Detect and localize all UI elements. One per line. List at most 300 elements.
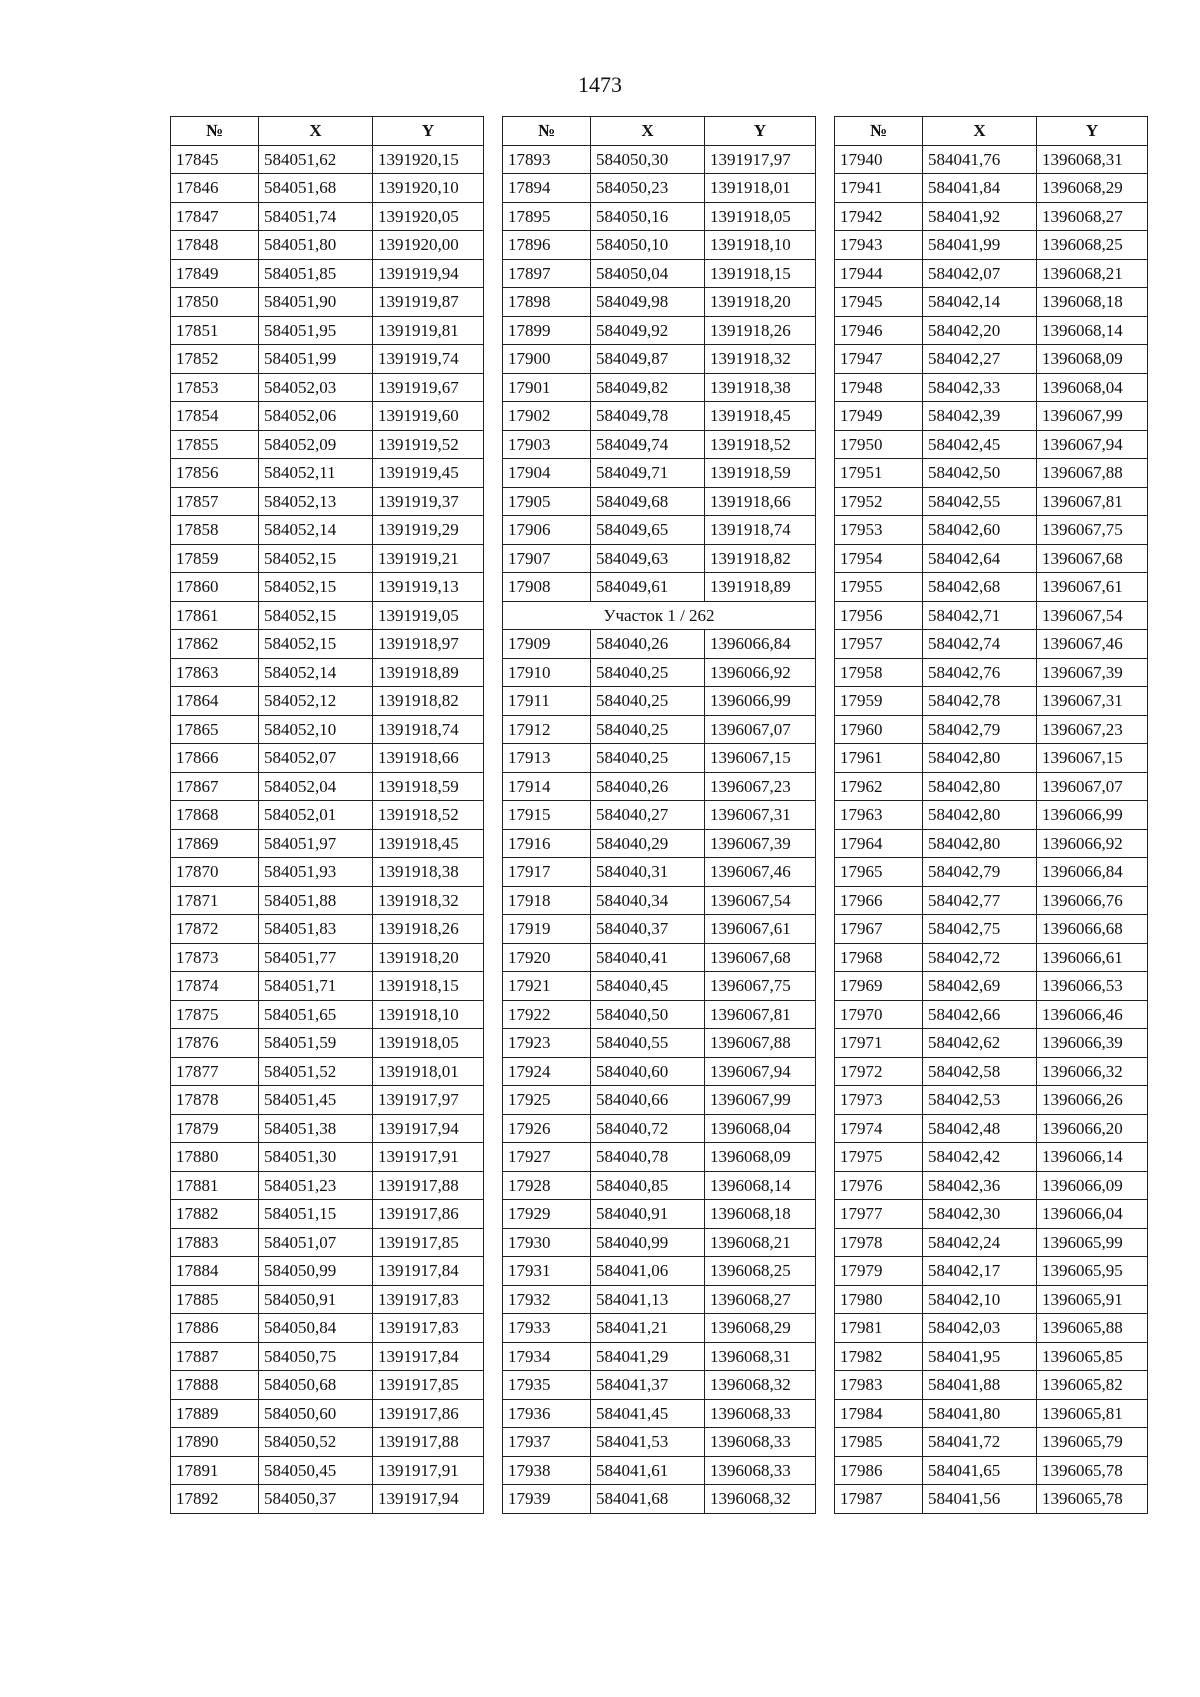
cell-x: 584051,93 bbox=[259, 858, 373, 887]
table-row bbox=[503, 858, 816, 887]
header-number: № bbox=[503, 117, 591, 146]
table-row bbox=[835, 1371, 1148, 1400]
cell-x: 584040,50 bbox=[591, 1000, 705, 1029]
table-row bbox=[171, 231, 484, 260]
cell-y: 1391918,26 bbox=[373, 915, 484, 944]
cell-y: 1396065,88 bbox=[1037, 1314, 1148, 1343]
cell-y: 1391918,38 bbox=[705, 373, 816, 402]
table-row bbox=[171, 1000, 484, 1029]
cell-x: 584040,37 bbox=[591, 915, 705, 944]
cell-number: 17916 bbox=[503, 829, 591, 858]
cell-x: 584042,14 bbox=[923, 288, 1037, 317]
cell-number: 17852 bbox=[171, 345, 259, 374]
cell-x: 584049,92 bbox=[591, 316, 705, 345]
table-row bbox=[503, 1456, 816, 1485]
cell-x: 584049,61 bbox=[591, 573, 705, 602]
table-row bbox=[503, 1000, 816, 1029]
cell-y: 1391918,97 bbox=[373, 630, 484, 659]
table-row bbox=[171, 288, 484, 317]
cell-x: 584040,72 bbox=[591, 1114, 705, 1143]
cell-x: 584042,07 bbox=[923, 259, 1037, 288]
cell-y: 1391918,15 bbox=[373, 972, 484, 1001]
cell-x: 584051,88 bbox=[259, 886, 373, 915]
cell-y: 1391918,74 bbox=[705, 516, 816, 545]
cell-x: 584051,38 bbox=[259, 1114, 373, 1143]
cell-x: 584040,25 bbox=[591, 687, 705, 716]
cell-number: 17877 bbox=[171, 1057, 259, 1086]
cell-number: 17961 bbox=[835, 744, 923, 773]
header-y: Y bbox=[373, 117, 484, 146]
cell-number: 17907 bbox=[503, 544, 591, 573]
cell-x: 584051,97 bbox=[259, 829, 373, 858]
table-row bbox=[171, 430, 484, 459]
cell-number: 17897 bbox=[503, 259, 591, 288]
cell-y: 1396067,46 bbox=[705, 858, 816, 887]
cell-x: 584050,75 bbox=[259, 1342, 373, 1371]
table-row bbox=[503, 1057, 816, 1086]
cell-y: 1396068,18 bbox=[1037, 288, 1148, 317]
table-row bbox=[503, 1171, 816, 1200]
cell-y: 1396065,99 bbox=[1037, 1228, 1148, 1257]
cell-x: 584049,78 bbox=[591, 402, 705, 431]
table-row bbox=[503, 687, 816, 716]
table-row bbox=[171, 145, 484, 174]
cell-number: 17855 bbox=[171, 430, 259, 459]
table-row bbox=[171, 1057, 484, 1086]
cell-x: 584042,30 bbox=[923, 1200, 1037, 1229]
cell-x: 584052,01 bbox=[259, 801, 373, 830]
header-y: Y bbox=[705, 117, 816, 146]
table-row bbox=[503, 658, 816, 687]
cell-x: 584042,10 bbox=[923, 1285, 1037, 1314]
cell-x: 584050,30 bbox=[591, 145, 705, 174]
cell-y: 1391917,88 bbox=[373, 1171, 484, 1200]
cell-x: 584042,55 bbox=[923, 487, 1037, 516]
table-row bbox=[171, 1171, 484, 1200]
cell-number: 17922 bbox=[503, 1000, 591, 1029]
table-row bbox=[835, 1257, 1148, 1286]
cell-number: 17896 bbox=[503, 231, 591, 260]
cell-x: 584050,60 bbox=[259, 1399, 373, 1428]
cell-number: 17899 bbox=[503, 316, 591, 345]
cell-number: 17870 bbox=[171, 858, 259, 887]
cell-x: 584041,45 bbox=[591, 1399, 705, 1428]
cell-y: 1396067,39 bbox=[705, 829, 816, 858]
table-row bbox=[835, 886, 1148, 915]
cell-x: 584040,85 bbox=[591, 1171, 705, 1200]
table-row bbox=[171, 1114, 484, 1143]
cell-number: 17888 bbox=[171, 1371, 259, 1400]
cell-x: 584040,27 bbox=[591, 801, 705, 830]
table-row bbox=[171, 1428, 484, 1457]
cell-y: 1396068,25 bbox=[705, 1257, 816, 1286]
table-row bbox=[171, 630, 484, 659]
table-row bbox=[835, 373, 1148, 402]
header-x: X bbox=[591, 117, 705, 146]
cell-number: 17854 bbox=[171, 402, 259, 431]
cell-number: 17946 bbox=[835, 316, 923, 345]
cell-y: 1396067,15 bbox=[705, 744, 816, 773]
cell-number: 17862 bbox=[171, 630, 259, 659]
cell-x: 584050,52 bbox=[259, 1428, 373, 1457]
cell-x: 584051,23 bbox=[259, 1171, 373, 1200]
cell-x: 584042,69 bbox=[923, 972, 1037, 1001]
cell-y: 1396067,39 bbox=[1037, 658, 1148, 687]
cell-y: 1396067,94 bbox=[1037, 430, 1148, 459]
cell-x: 584042,80 bbox=[923, 829, 1037, 858]
table-row bbox=[835, 231, 1148, 260]
coordinates-table-left bbox=[170, 116, 484, 1514]
cell-number: 17860 bbox=[171, 573, 259, 602]
cell-number: 17962 bbox=[835, 772, 923, 801]
cell-y: 1391918,20 bbox=[373, 943, 484, 972]
cell-y: 1396067,54 bbox=[705, 886, 816, 915]
table-row bbox=[503, 573, 816, 602]
table-row bbox=[171, 544, 484, 573]
table-row bbox=[503, 145, 816, 174]
cell-number: 17847 bbox=[171, 202, 259, 231]
cell-x: 584051,99 bbox=[259, 345, 373, 374]
cell-x: 584049,68 bbox=[591, 487, 705, 516]
table-row bbox=[171, 202, 484, 231]
cell-y: 1396067,07 bbox=[1037, 772, 1148, 801]
cell-number: 17874 bbox=[171, 972, 259, 1001]
cell-x: 584042,71 bbox=[923, 601, 1037, 630]
cell-x: 584050,84 bbox=[259, 1314, 373, 1343]
cell-number: 17923 bbox=[503, 1029, 591, 1058]
cell-number: 17927 bbox=[503, 1143, 591, 1172]
table-row bbox=[171, 1485, 484, 1514]
cell-number: 17965 bbox=[835, 858, 923, 887]
cell-number: 17918 bbox=[503, 886, 591, 915]
cell-x: 584051,15 bbox=[259, 1200, 373, 1229]
cell-y: 1391920,05 bbox=[373, 202, 484, 231]
table-header-row bbox=[171, 117, 484, 146]
cell-x: 584042,48 bbox=[923, 1114, 1037, 1143]
cell-x: 584042,77 bbox=[923, 886, 1037, 915]
cell-y: 1391920,10 bbox=[373, 174, 484, 203]
cell-number: 17983 bbox=[835, 1371, 923, 1400]
cell-number: 17912 bbox=[503, 715, 591, 744]
cell-x: 584052,15 bbox=[259, 573, 373, 602]
cell-y: 1391920,00 bbox=[373, 231, 484, 260]
cell-y: 1396066,68 bbox=[1037, 915, 1148, 944]
cell-x: 584042,42 bbox=[923, 1143, 1037, 1172]
cell-y: 1396067,94 bbox=[705, 1057, 816, 1086]
cell-x: 584050,04 bbox=[591, 259, 705, 288]
cell-number: 17944 bbox=[835, 259, 923, 288]
cell-y: 1396068,33 bbox=[705, 1456, 816, 1485]
cell-y: 1396068,27 bbox=[705, 1285, 816, 1314]
table-row bbox=[171, 1399, 484, 1428]
table-row bbox=[503, 202, 816, 231]
cell-y: 1396065,85 bbox=[1037, 1342, 1148, 1371]
cell-y: 1396067,31 bbox=[1037, 687, 1148, 716]
cell-y: 1396067,81 bbox=[1037, 487, 1148, 516]
cell-x: 584042,20 bbox=[923, 316, 1037, 345]
cell-number: 17920 bbox=[503, 943, 591, 972]
table-row bbox=[503, 1485, 816, 1514]
cell-x: 584041,56 bbox=[923, 1485, 1037, 1514]
cell-y: 1396065,81 bbox=[1037, 1399, 1148, 1428]
cell-y: 1391919,45 bbox=[373, 459, 484, 488]
cell-number: 17985 bbox=[835, 1428, 923, 1457]
cell-y: 1396068,14 bbox=[705, 1171, 816, 1200]
cell-x: 584042,66 bbox=[923, 1000, 1037, 1029]
cell-number: 17901 bbox=[503, 373, 591, 402]
cell-number: 17904 bbox=[503, 459, 591, 488]
cell-number: 17880 bbox=[171, 1143, 259, 1172]
cell-number: 17911 bbox=[503, 687, 591, 716]
header-y: Y bbox=[1037, 117, 1148, 146]
cell-y: 1396068,04 bbox=[1037, 373, 1148, 402]
cell-number: 17910 bbox=[503, 658, 591, 687]
cell-x: 584040,34 bbox=[591, 886, 705, 915]
cell-x: 584041,95 bbox=[923, 1342, 1037, 1371]
cell-number: 17883 bbox=[171, 1228, 259, 1257]
table-row bbox=[835, 174, 1148, 203]
table-row bbox=[835, 858, 1148, 887]
cell-number: 17982 bbox=[835, 1342, 923, 1371]
cell-y: 1396066,39 bbox=[1037, 1029, 1148, 1058]
cell-x: 584051,74 bbox=[259, 202, 373, 231]
cell-x: 584042,78 bbox=[923, 687, 1037, 716]
cell-x: 584050,23 bbox=[591, 174, 705, 203]
cell-y: 1396068,31 bbox=[1037, 145, 1148, 174]
cell-number: 17903 bbox=[503, 430, 591, 459]
cell-y: 1396068,33 bbox=[705, 1428, 816, 1457]
table-row bbox=[503, 402, 816, 431]
cell-y: 1396068,09 bbox=[705, 1143, 816, 1172]
cell-x: 584040,25 bbox=[591, 715, 705, 744]
cell-y: 1396067,75 bbox=[705, 972, 816, 1001]
cell-number: 17851 bbox=[171, 316, 259, 345]
table-row bbox=[835, 345, 1148, 374]
table-row bbox=[835, 943, 1148, 972]
table-row bbox=[503, 1257, 816, 1286]
cell-x: 584041,92 bbox=[923, 202, 1037, 231]
cell-y: 1396066,53 bbox=[1037, 972, 1148, 1001]
cell-y: 1396067,88 bbox=[1037, 459, 1148, 488]
cell-x: 584052,14 bbox=[259, 516, 373, 545]
coordinates-table-middle bbox=[502, 116, 816, 1514]
cell-x: 584042,79 bbox=[923, 715, 1037, 744]
cell-y: 1396066,20 bbox=[1037, 1114, 1148, 1143]
table-row bbox=[503, 1143, 816, 1172]
cell-y: 1391919,87 bbox=[373, 288, 484, 317]
cell-x: 584049,87 bbox=[591, 345, 705, 374]
cell-x: 584042,79 bbox=[923, 858, 1037, 887]
cell-number: 17906 bbox=[503, 516, 591, 545]
cell-y: 1391919,21 bbox=[373, 544, 484, 573]
table-row bbox=[835, 1314, 1148, 1343]
table-row bbox=[835, 145, 1148, 174]
table-row bbox=[171, 858, 484, 887]
cell-x: 584051,90 bbox=[259, 288, 373, 317]
cell-x: 584050,68 bbox=[259, 1371, 373, 1400]
table-row bbox=[835, 1086, 1148, 1115]
cell-number: 17868 bbox=[171, 801, 259, 830]
cell-number: 17980 bbox=[835, 1285, 923, 1314]
cell-x: 584041,76 bbox=[923, 145, 1037, 174]
cell-number: 17872 bbox=[171, 915, 259, 944]
cell-number: 17928 bbox=[503, 1171, 591, 1200]
cell-number: 17894 bbox=[503, 174, 591, 203]
cell-number: 17938 bbox=[503, 1456, 591, 1485]
cell-number: 17856 bbox=[171, 459, 259, 488]
table-row bbox=[503, 373, 816, 402]
table-row bbox=[835, 1485, 1148, 1514]
cell-y: 1391918,45 bbox=[373, 829, 484, 858]
table-row bbox=[171, 601, 484, 630]
cell-y: 1391918,82 bbox=[373, 687, 484, 716]
table-row bbox=[835, 202, 1148, 231]
cell-y: 1396066,61 bbox=[1037, 943, 1148, 972]
cell-y: 1396067,23 bbox=[1037, 715, 1148, 744]
table-row bbox=[503, 943, 816, 972]
cell-y: 1396067,54 bbox=[1037, 601, 1148, 630]
cell-x: 584042,33 bbox=[923, 373, 1037, 402]
cell-number: 17893 bbox=[503, 145, 591, 174]
cell-x: 584040,45 bbox=[591, 972, 705, 1001]
cell-y: 1391917,91 bbox=[373, 1143, 484, 1172]
cell-x: 584049,63 bbox=[591, 544, 705, 573]
table-row bbox=[503, 972, 816, 1001]
cell-y: 1396068,25 bbox=[1037, 231, 1148, 260]
header-x: X bbox=[259, 117, 373, 146]
coordinates-table-right bbox=[834, 116, 1148, 1514]
cell-number: 17913 bbox=[503, 744, 591, 773]
table-row bbox=[503, 1428, 816, 1457]
cell-x: 584041,06 bbox=[591, 1257, 705, 1286]
table-row bbox=[835, 915, 1148, 944]
table-row bbox=[835, 516, 1148, 545]
cell-x: 584041,68 bbox=[591, 1485, 705, 1514]
cell-y: 1396065,78 bbox=[1037, 1485, 1148, 1514]
cell-y: 1391917,83 bbox=[373, 1314, 484, 1343]
cell-y: 1396066,92 bbox=[705, 658, 816, 687]
cell-number: 17885 bbox=[171, 1285, 259, 1314]
table-row bbox=[835, 1285, 1148, 1314]
table-row bbox=[835, 259, 1148, 288]
cell-x: 584052,04 bbox=[259, 772, 373, 801]
table-header-row bbox=[503, 117, 816, 146]
cell-y: 1396065,95 bbox=[1037, 1257, 1148, 1286]
cell-y: 1396067,68 bbox=[705, 943, 816, 972]
table-row bbox=[503, 1314, 816, 1343]
table-row bbox=[835, 1342, 1148, 1371]
cell-number: 17890 bbox=[171, 1428, 259, 1457]
table-row bbox=[503, 1342, 816, 1371]
cell-x: 584042,74 bbox=[923, 630, 1037, 659]
table-row bbox=[171, 801, 484, 830]
cell-y: 1391917,97 bbox=[705, 145, 816, 174]
cell-y: 1391919,74 bbox=[373, 345, 484, 374]
cell-x: 584049,71 bbox=[591, 459, 705, 488]
cell-number: 17850 bbox=[171, 288, 259, 317]
cell-y: 1391918,45 bbox=[705, 402, 816, 431]
cell-number: 17972 bbox=[835, 1057, 923, 1086]
cell-number: 17909 bbox=[503, 630, 591, 659]
table-row bbox=[835, 601, 1148, 630]
cell-number: 17849 bbox=[171, 259, 259, 288]
cell-x: 584041,29 bbox=[591, 1342, 705, 1371]
cell-x: 584042,76 bbox=[923, 658, 1037, 687]
table-row bbox=[835, 1228, 1148, 1257]
cell-y: 1396066,99 bbox=[1037, 801, 1148, 830]
cell-x: 584050,16 bbox=[591, 202, 705, 231]
cell-number: 17940 bbox=[835, 145, 923, 174]
table-row bbox=[503, 744, 816, 773]
cell-y: 1391918,52 bbox=[373, 801, 484, 830]
cell-y: 1391918,59 bbox=[373, 772, 484, 801]
cell-x: 584051,62 bbox=[259, 145, 373, 174]
cell-y: 1391918,66 bbox=[373, 744, 484, 773]
table-row bbox=[171, 1029, 484, 1058]
cell-number: 17945 bbox=[835, 288, 923, 317]
cell-y: 1391918,32 bbox=[705, 345, 816, 374]
cell-y: 1391918,15 bbox=[705, 259, 816, 288]
section-row bbox=[503, 601, 816, 630]
cell-number: 17919 bbox=[503, 915, 591, 944]
table-header-row bbox=[835, 117, 1148, 146]
cell-y: 1391919,67 bbox=[373, 373, 484, 402]
table-row bbox=[171, 943, 484, 972]
cell-number: 17973 bbox=[835, 1086, 923, 1115]
cell-x: 584041,61 bbox=[591, 1456, 705, 1485]
table-row bbox=[171, 373, 484, 402]
cell-y: 1396068,33 bbox=[705, 1399, 816, 1428]
table-row bbox=[835, 1399, 1148, 1428]
cell-y: 1391919,05 bbox=[373, 601, 484, 630]
table-row bbox=[171, 1200, 484, 1229]
table-row bbox=[835, 772, 1148, 801]
table-row bbox=[835, 288, 1148, 317]
cell-y: 1396067,99 bbox=[705, 1086, 816, 1115]
cell-y: 1396068,29 bbox=[1037, 174, 1148, 203]
cell-number: 17905 bbox=[503, 487, 591, 516]
cell-number: 17881 bbox=[171, 1171, 259, 1200]
cell-x: 584052,07 bbox=[259, 744, 373, 773]
cell-x: 584049,98 bbox=[591, 288, 705, 317]
table-row bbox=[503, 288, 816, 317]
table-row bbox=[171, 687, 484, 716]
cell-x: 584040,99 bbox=[591, 1228, 705, 1257]
table-row bbox=[171, 259, 484, 288]
cell-number: 17941 bbox=[835, 174, 923, 203]
cell-y: 1396067,07 bbox=[705, 715, 816, 744]
cell-y: 1396065,82 bbox=[1037, 1371, 1148, 1400]
table-row bbox=[171, 1342, 484, 1371]
cell-number: 17875 bbox=[171, 1000, 259, 1029]
cell-number: 17953 bbox=[835, 516, 923, 545]
cell-number: 17984 bbox=[835, 1399, 923, 1428]
table-row bbox=[503, 459, 816, 488]
cell-number: 17858 bbox=[171, 516, 259, 545]
cell-number: 17932 bbox=[503, 1285, 591, 1314]
cell-number: 17845 bbox=[171, 145, 259, 174]
cell-x: 584042,60 bbox=[923, 516, 1037, 545]
cell-number: 17886 bbox=[171, 1314, 259, 1343]
cell-number: 17957 bbox=[835, 630, 923, 659]
cell-y: 1391918,52 bbox=[705, 430, 816, 459]
page-number: 1473 bbox=[578, 72, 622, 97]
table-row bbox=[835, 459, 1148, 488]
cell-x: 584042,80 bbox=[923, 772, 1037, 801]
cell-x: 584049,65 bbox=[591, 516, 705, 545]
cell-y: 1391918,82 bbox=[705, 544, 816, 573]
table-row bbox=[503, 801, 816, 830]
